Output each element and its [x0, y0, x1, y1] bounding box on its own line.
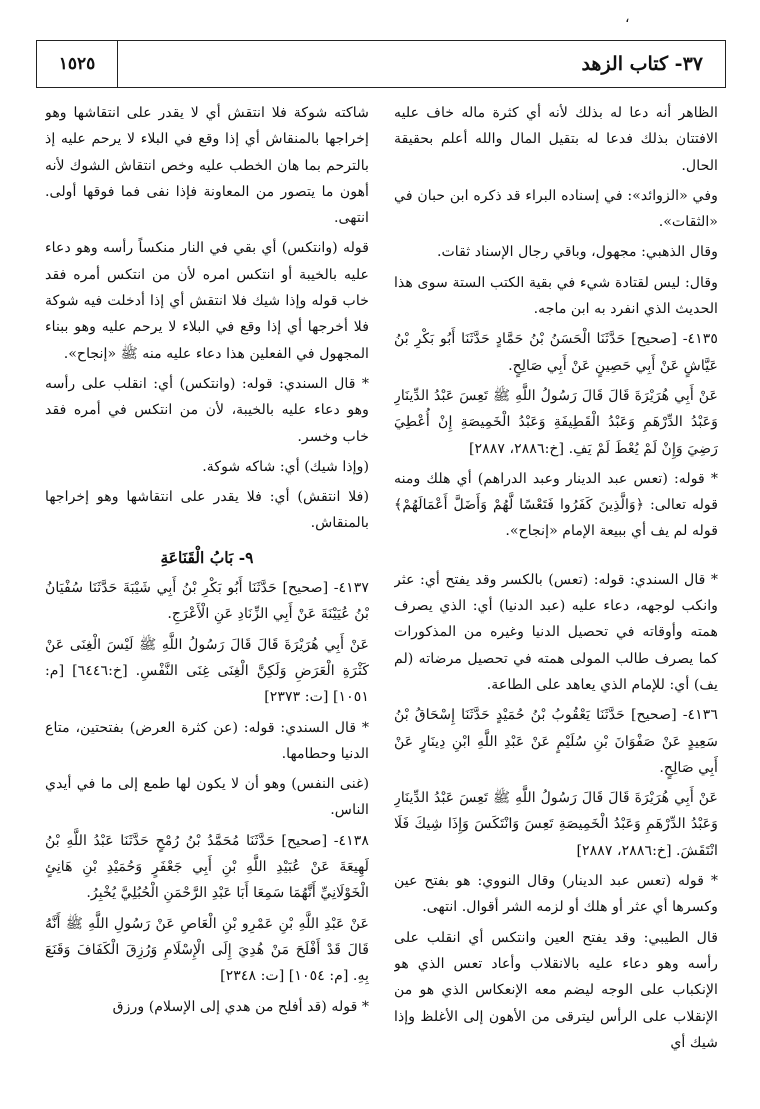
right-column	[394, 100, 718, 1100]
hadith-text: عَنْ أَبِي هُرَيْرَةَ قَالَ قَالَ رَسُولُ اللَّهِ ﷺ لَيْسَ الْغِنَى عَنْ كَثْرَةِ الْعَرَضِ وَلَكِنَّ الْغِنَى غِنَى النَّفْسِ. [خ:٦٤٤٦] [م: ١٠٥١] [ت: ٢٣٧٣]	[45, 636, 369, 706]
paragraph: وقال الذهبي: مجهول، وباقي رجال الإسناد ثقات.	[436, 244, 718, 261]
commentary: (غنى النفس) وهو أن لا يكون لها طمع إلى ما في أيدي الناس.	[45, 776, 369, 819]
section-heading: ٩- بَابُ الْقَنَاعَةِ	[160, 547, 254, 567]
hadith-text: عَنْ أَبِي هُرَيْرَةَ قَالَ قَالَ رَسُولُ اللَّهِ ﷺ تَعِسَ عَبْدُ الدِّينَارِ وَعَبْدُ الدِّرْهَمِ وَعَبْدُ الْخَمِيصَةِ تَعِسَ وَانْتَكَسَ وَإِذَا شِيكَ فَلَا انْتَقَشَ. [خ:٢٨٨٦، ٢٨٨٧]	[394, 790, 718, 859]
left-column	[45, 100, 369, 1100]
hadith-chain: ٤١٣٨- [صحيح] حَدَّثَنَا مُحَمَّدُ بْنُ رُمْحٍ حَدَّثَنَا عَبْدُ اللَّهِ بْنُ لَهِيعَةَ عَنْ عُبَيْدِ اللَّهِ بْنِ أَبِي جَعْفَرٍ وَحُمَيْدِ بْنِ هَانِئٍ الْخَوْلَانِيِّ أَنَّهُمَا سَمِعَا أَبَا عَبْدِ الرَّحْمَنِ الْحُبُلِيَّ يُخْبِرُ.	[45, 832, 369, 902]
commentary: قال الطيبي: وقد يفتح العين وانتكس أي انقلب على رأسه وهو دعاء عليه بالانقلاب وأعاد تعس الذي هو الإنكباب على الوجه ليضم معه الإنعكاس الذي هو من الإنقلاب على الرأس ليترقى من الأهون إلى الأغلظ وإذا شيك أي	[394, 929, 718, 1051]
hadith-chain: ٤١٣٧- [صحيح] حَدَّثَنَا أَبُو بَكْرِ بْنُ أَبِي شَيْبَةَ حَدَّثَنَا سُفْيَانُ بْنُ عُيَيْنَةَ عَنْ أَبِي الزِّنَادِ عَنِ الْأَعْرَجِ.	[45, 580, 369, 623]
commentary: * قوله: (تعس عبد الدينار وعبد الدراهم) أي هلك ومنه قوله تعالى: ﴿وَالَّذِينَ كَفَرُوا فَتَعْسًا لَّهُمْ وَأَضَلَّ أَعْمَالَهُمْ﴾ قوله لم يف أي ببيعة الإمام «إنجاح».	[394, 470, 718, 540]
commentary: * قال السندي: قوله: (عن كثرة العرض) بفتحتين، متاع الدنيا وحطامها.	[45, 719, 369, 762]
paragraph: وفي «الزوائد»: في إسناده البراء قد ذكره ابن حبان في «الثقات».	[394, 187, 718, 231]
commentary: (فلا انتقش) أي: فلا يقدر على انتقاشها وهو إخراجها بالمنقاش.	[45, 489, 369, 532]
commentary: * قال السندي: قوله: (وانتكس) أي: انقلب على رأسه وهو دعاء عليه بالخيبة، لأن من انتكس في أمره فقد خاب وخسر.	[45, 375, 369, 445]
hadith-text: عَنْ أَبِي هُرَيْرَةَ قَالَ قَالَ رَسُولُ اللَّهِ ﷺ تَعِسَ عَبْدُ الدِّينَارِ وَعَبْدُ الدِّرْهَمِ وَعَبْدُ الْقَطِيفَةِ وَعَبْدُ الْخَمِيصَةِ إِنْ أُعْطِيَ رَضِيَ وَإِنْ لَمْ يُعْطَ لَمْ يَفِ. [خ:٢٨٨٦، ٢٨٨٧]	[394, 387, 718, 457]
hadith-chain: ٤١٣٦- [صحيح] حَدَّثَنَا يَعْقُوبُ بْنُ حُمَيْدٍ حَدَّثَنَا إِسْحَاقُ بْنُ سَعِيدٍ عَنْ صَفْوَانَ بْنِ سُلَيْمٍ عَنْ عَبْدِ اللَّهِ ابْنِ دِينَارٍ عَنْ أَبِي صَالِحٍ.	[394, 707, 718, 776]
page-number: ١٥٢٥	[58, 54, 96, 74]
commentary: * قوله (تعس عبد الدينار) وقال النووي: هو بفتح عين وكسرها أي عثر أو هلك أو لزمه الشر أقوال. انتهى.	[394, 873, 718, 916]
corner-mark: ،	[625, 10, 630, 26]
hadith-text: عَنْ عَبْدِ اللَّهِ بْنِ عَمْرِو بْنِ الْعَاصِ عَنْ رَسُولِ اللَّهِ ﷺ أَنَّهُ قَالَ قَدْ أَفْلَحَ مَنْ هُدِيَ إِلَى الْإِسْلَامِ وَرُزِقَ الْكَفَافَ وَقَنَعَ بِهِ. [م: ١٠٥٤] [ت: ٢٣٤٨]	[45, 915, 369, 985]
commentary: (وإذا شيك) أي: شاكه شوكة.	[202, 458, 369, 475]
paragraph: الظاهر أنه دعا له بذلك لأنه أي كثرة ماله خاف عليه الافتتان بذلك فدعا له بتقيل المال والله أعلم بحقيقة الحال.	[394, 105, 718, 174]
chapter-title: ٣٧- كتاب الزهد	[581, 53, 703, 75]
paragraph: وقال: ليس لقتادة شيء في بقية الكتب الستة سوى هذا الحديث الذي انفرد به ابن ماجه.	[394, 274, 718, 318]
paragraph: قوله (وانتكس) أي بقي في النار منكساً رأسه وهو دعاء عليه بالخيبة أو انتكس امره لأن من انتكس أمره فقد خاب قوله وإذا شيك فلا انتقش أي إذا أدخلت فيه شوكة فلا أخرجها أي إذا وقع في البلاء لا يرحم عليه وهو ببناء المجهول في الفعلين هذا دعاء عليه منه ﷺ «إنجاح».	[45, 240, 369, 362]
page-header	[36, 40, 726, 88]
hadith-chain: ٤١٣٥- [صحيح] حَدَّثَنَا الْحَسَنُ بْنُ حَمَّادٍ حَدَّثَنَا أَبُو بَكْرِ بْنُ عَيَّاشٍ عَنْ أَبِي حَصِينٍ عَنْ أَبِي صَالِحٍ.	[394, 331, 718, 374]
commentary: * قوله (قد أفلح من هدي إلى الإسلام) ورزق	[112, 998, 369, 1015]
commentary: * قال السندي: قوله: (تعس) بالكسر وقد يفتح أي: عثر وانكب لوجهه، دعاء عليه (عبد الدنيا) أي: الذي يصرف همته وأوقاته في تحصيل الدنيا وغيره من المذكورات كما يصرف طالب المولى همته في تحصيل مرضاته (لم يف) أي: للإمام الذي يعاهد على الطاعة.	[394, 571, 718, 693]
paragraph: شاكته شوكة فلا انتقش أي لا يقدر على انتقاشها وهو إخراجها بالمنقاش أي إذا وقع في البلاء لا يرحم عليه إذ بالترحم بما هان الخطب عليه وخص انتقاش الشوك لأنه أهون ما يتصور من المعاونة فإذا نفى فما فوقها أولى. انتهى.	[45, 105, 369, 227]
header-divider	[117, 41, 118, 87]
